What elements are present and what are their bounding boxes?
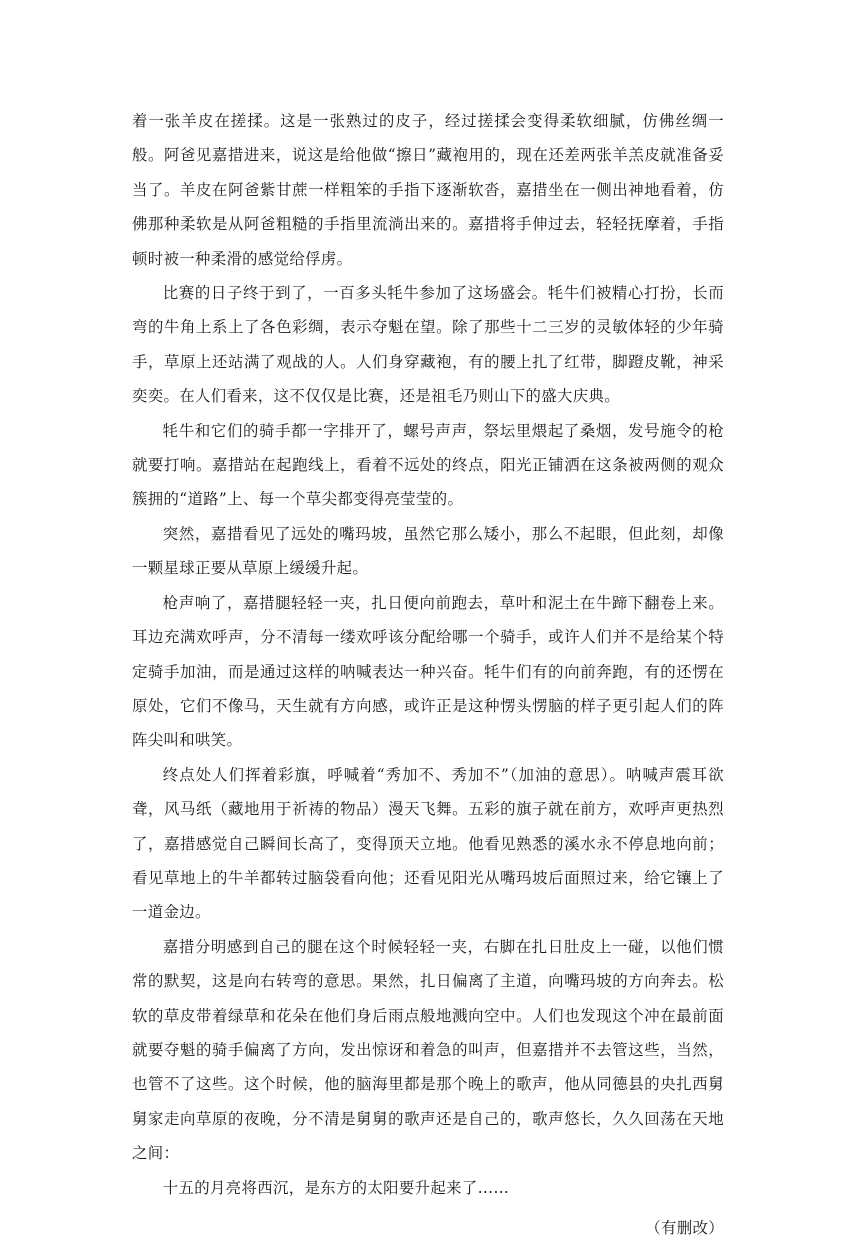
source-note: （有删改）: [645, 1219, 724, 1237]
paragraph-1: 着一张羊皮在搓揉。这是一张熟过的皮子，经过搓揉会变得柔软细腻，仿佛丝绸一般。阿爸见嘉措进来，说这是给他做“擦日”藏袍用的，现在还差两张羊羔皮就准备妥当了。羊皮在阿爸紫甘蔗一样粗笨的手指下逐渐软沓，嘉措坐在一侧出神地看着，仿佛那种柔软是从阿爸粗糙的手指里流淌出来的。嘉措将手伸过去，轻轻抚摩着，手指顿时被一种柔滑的感觉给俘虏。: [132, 112, 724, 268]
paragraph-2: 比赛的日子终于到了，一百多头牦牛参加了这场盛会。牦牛们被精心打扮，长而弯的牛角上系上了各色彩绸，表示夺魁在望。除了那些十二三岁的灵敏体轻的少年骑手，草原上还站满了观战的人。人们身穿藏袍，有的腰上扎了红带，脚蹬皮靴，神采奕奕。在人们看来，这不仅仅是比赛，还是祖毛乃则山下的盛大庆典。: [132, 284, 724, 406]
paragraph-3: 牦牛和它们的骑手都一字排开了，螺号声声，祭坛里煨起了桑烟，发号施令的枪就要打响。嘉措站在起跑线上，看着不远处的终点，阳光正铺洒在这条被两侧的观众簇拥的“道路”上、每一个草尖都变得亮莹莹的。: [132, 421, 724, 509]
paragraph-8: 十五的月亮将西沉，是东方的太阳要升起来了……: [162, 1178, 510, 1197]
paragraph-6: 终点处人们挥着彩旗，呼喊着“秀加不、秀加不”（加油的意思）。呐喊声震耳欲聋，风马纸（藏地用于祈祷的物品）漫天飞舞。五彩的旗子就在前方，欢呼声更热烈了，嘉措感觉自己瞬间长高了，变得顶天立地。他看见熟悉的溪水永不停息地向前；看见草地上的牛羊都转过脑袋看向他；还看见阳光从嘴玛坡后面照过来，给它镶上了一道金边。: [132, 765, 724, 922]
paragraph-4: 突然，嘉措看见了远处的嘴玛坡，虽然它那么矮小，那么不起眼，但此刻，却像一颗星球正要从草原上缓缓升起。: [132, 524, 724, 578]
paragraph-5: 枪声响了，嘉措腿轻轻一夹，扎日便向前跑去，草叶和泥土在牛蹄下翻卷上来。耳边充满欢呼声，分不清每一缕欢呼该分配给哪一个骑手，或许人们并不是给某个特定骑手加油，而是通过这样的呐喊表达一种兴奋。牦牛们有的向前奔跑，有的还愣在原处，它们不像马，天生就有方向感，或许正是这种愣头愣脑的样子更引起人们的阵阵尖叫和哄笑。: [132, 593, 724, 750]
paragraph-7: 嘉措分明感到自己的腿在这个时候轻轻一夹，右脚在扎日肚皮上一碰，以他们惯常的默契，这是向右转弯的意思。果然，扎日偏离了主道，向嘴玛坡的方向奔去。松软的草皮带着绿草和花朵在他们身后雨点般地溅向空中。人们也发现这个冲在最前面就要夺魁的骑手偏离了方向，发出惊讶和着急的叫声，但嘉措并不去管这些，当然，也管不了这些。这个时候，他的脑海里都是那个晚上的歌声，他从同德县的央扎西舅舅家走向草原的夜晚，分不清是舅舅的歌声还是自己的，歌声悠长，久久回荡在天地之间：: [132, 937, 724, 1163]
article-body: [132, 104, 724, 1245]
